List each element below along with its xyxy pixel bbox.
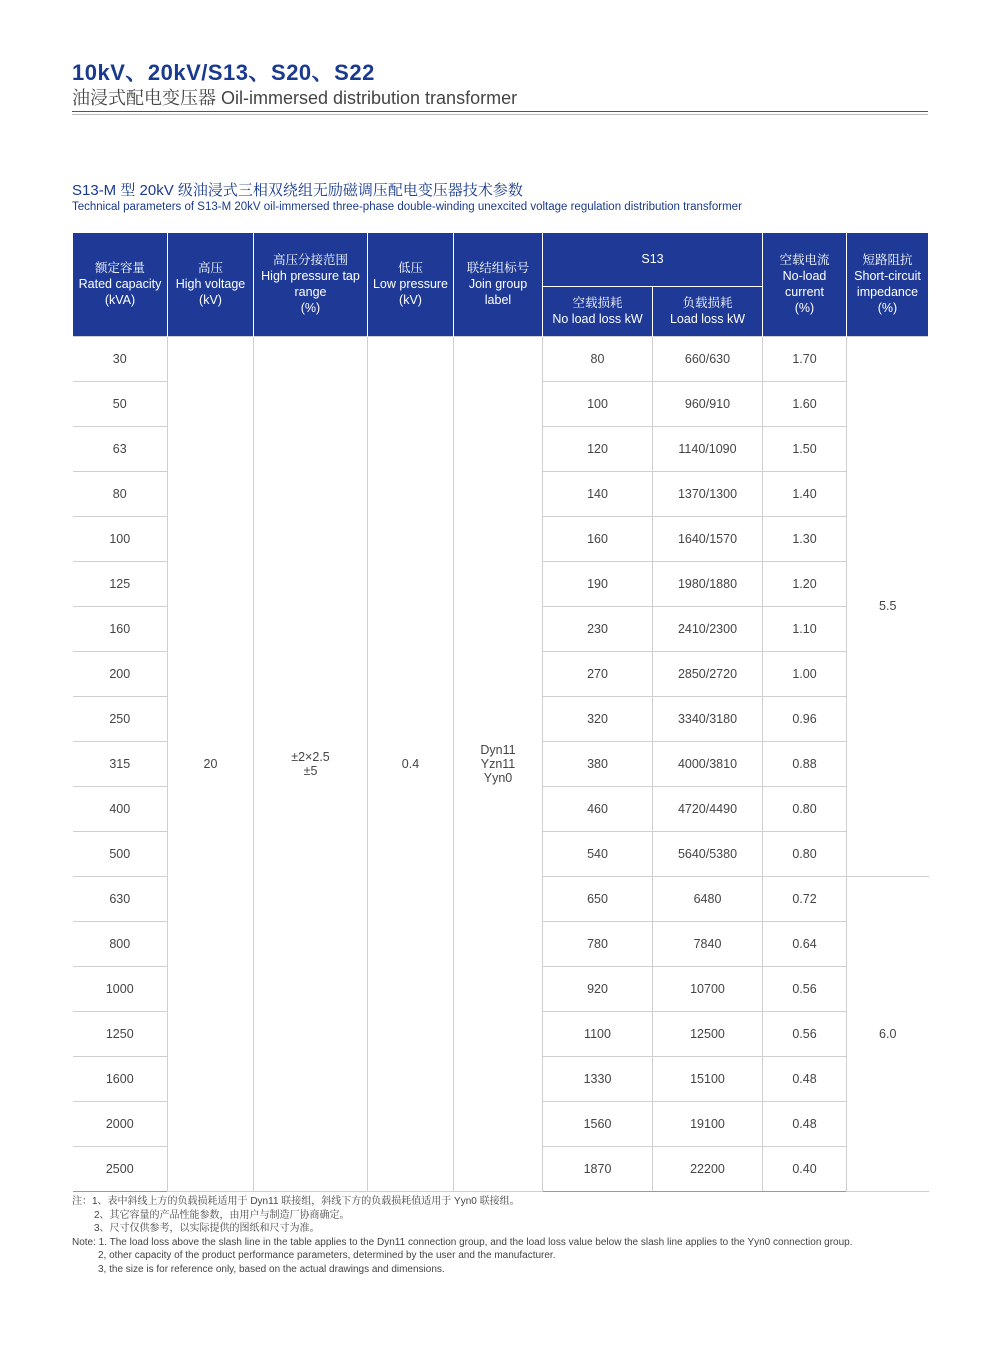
cell-tap-range: ±2×2.5 ±5 <box>254 336 368 1191</box>
cell-noload-current: 0.48 <box>763 1101 847 1146</box>
cell-noload-current: 1.00 <box>763 651 847 696</box>
table-body <box>73 336 929 1191</box>
cell-noload-current: 0.88 <box>763 741 847 786</box>
cell-noload-current: 0.56 <box>763 966 847 1011</box>
cell-load-loss: 6480 <box>653 876 763 921</box>
header-capacity: 额定容量 Rated capacity (kVA) <box>73 233 168 336</box>
cell-capacity: 250 <box>73 696 168 741</box>
cell-load-loss: 4720/4490 <box>653 786 763 831</box>
cell-noload-current: 1.70 <box>763 336 847 381</box>
cell-noload-current: 0.96 <box>763 696 847 741</box>
cell-noload-current: 1.30 <box>763 516 847 561</box>
table-header <box>73 233 929 336</box>
cell-noload-loss: 120 <box>543 426 653 471</box>
cell-impedance: 5.5 <box>847 336 929 876</box>
cell-capacity: 200 <box>73 651 168 696</box>
cell-noload-current: 1.40 <box>763 471 847 516</box>
cell-noload-loss: 780 <box>543 921 653 966</box>
cell-noload-current: 0.56 <box>763 1011 847 1056</box>
cell-capacity: 50 <box>73 381 168 426</box>
cell-noload-loss: 1330 <box>543 1056 653 1101</box>
cell-noload-current: 0.64 <box>763 921 847 966</box>
cell-load-loss: 1980/1880 <box>653 561 763 606</box>
table-title: S13-M 型 20kV 级油浸式三相双绕组无励磁调压配电变压器技术参数 <box>72 182 523 199</box>
cell-load-loss: 4000/3810 <box>653 741 763 786</box>
cell-low-voltage: 0.4 <box>368 336 454 1191</box>
cell-noload-current: 0.40 <box>763 1146 847 1191</box>
table-subtitle: Technical parameters of S13-M 20kV oil-immersed three-phase double-winding unexcited voltage regulation distribution transformer <box>72 201 742 213</box>
cell-noload-loss: 230 <box>543 606 653 651</box>
cell-noload-loss: 140 <box>543 471 653 516</box>
cell-load-loss: 12500 <box>653 1011 763 1056</box>
cell-capacity: 1000 <box>73 966 168 1011</box>
cell-impedance: 6.0 <box>847 876 929 1191</box>
cell-load-loss: 2410/2300 <box>653 606 763 651</box>
cell-noload-current: 0.48 <box>763 1056 847 1101</box>
note-zh-3: 3、尺寸仅供参考，以实际提供的图纸和尺寸为准。 <box>94 1223 320 1234</box>
header-divider-secondary <box>72 114 928 115</box>
cell-noload-loss: 80 <box>543 336 653 381</box>
cell-capacity: 630 <box>73 876 168 921</box>
note-en-1: Note: 1. The load loss above the slash line in the table applies to the Dyn11 connection group, and the load loss value below the slash line applies to the Yyn0 connection group. <box>72 1236 853 1248</box>
cell-capacity: 100 <box>73 516 168 561</box>
cell-capacity: 1600 <box>73 1056 168 1101</box>
cell-join-group: Dyn11 Yzn11 Yyn0 <box>454 336 543 1191</box>
cell-capacity: 2500 <box>73 1146 168 1191</box>
cell-capacity: 2000 <box>73 1101 168 1146</box>
page-subtitle: 油浸式配电变压器 Oil-immersed distribution transformer <box>72 88 518 108</box>
cell-capacity: 160 <box>73 606 168 651</box>
table-row <box>73 336 929 381</box>
cell-capacity: 800 <box>73 921 168 966</box>
cell-noload-loss: 1560 <box>543 1101 653 1146</box>
cell-noload-loss: 920 <box>543 966 653 1011</box>
note-en-2: 2, other capacity of the product performance parameters, determined by the user and the manufacturer. <box>98 1250 556 1261</box>
cell-high-voltage: 20 <box>168 336 254 1191</box>
cell-load-loss: 960/910 <box>653 381 763 426</box>
cell-noload-loss: 270 <box>543 651 653 696</box>
header-low-voltage: 低压 Low pressure (kV) <box>368 233 454 336</box>
header-join-group: 联结组标号 Join group label <box>454 233 543 336</box>
cell-noload-loss: 320 <box>543 696 653 741</box>
header-tap-range: 高压分接范围 High pressure tap range (%) <box>254 233 368 336</box>
cell-capacity: 1250 <box>73 1011 168 1056</box>
note-en-3: 3, the size is for reference only, based on the actual drawings and dimensions. <box>98 1263 445 1275</box>
cell-noload-loss: 1870 <box>543 1146 653 1191</box>
header-divider <box>72 111 928 112</box>
cell-load-loss: 1140/1090 <box>653 426 763 471</box>
cell-noload-current: 1.60 <box>763 381 847 426</box>
cell-load-loss: 1640/1570 <box>653 516 763 561</box>
spec-table <box>72 233 929 1192</box>
cell-noload-current: 1.50 <box>763 426 847 471</box>
notes <box>72 1195 853 1276</box>
cell-noload-current: 1.20 <box>763 561 847 606</box>
cell-capacity: 63 <box>73 426 168 471</box>
cell-noload-current: 0.80 <box>763 831 847 876</box>
cell-noload-current: 0.80 <box>763 786 847 831</box>
header-noload-loss: 空载损耗 No load loss kW <box>543 286 653 336</box>
cell-noload-loss: 100 <box>543 381 653 426</box>
cell-capacity: 125 <box>73 561 168 606</box>
cell-noload-current: 0.72 <box>763 876 847 921</box>
cell-load-loss: 15100 <box>653 1056 763 1101</box>
cell-load-loss: 22200 <box>653 1146 763 1191</box>
cell-noload-loss: 380 <box>543 741 653 786</box>
header-high-voltage: 高压 High voltage (kV) <box>168 233 254 336</box>
cell-load-loss: 3340/3180 <box>653 696 763 741</box>
cell-noload-loss: 540 <box>543 831 653 876</box>
cell-noload-loss: 160 <box>543 516 653 561</box>
cell-capacity: 315 <box>73 741 168 786</box>
cell-capacity: 80 <box>73 471 168 516</box>
cell-load-loss: 1370/1300 <box>653 471 763 516</box>
cell-noload-loss: 190 <box>543 561 653 606</box>
note-zh-1: 注：1、表中斜线上方的负载损耗适用于 Dyn11 联接组，斜线下方的负载损耗值适用于 Yyn0 联接组。 <box>72 1196 520 1207</box>
header-impedance: 短路阻抗 Short-circuit impedance (%) <box>847 233 929 336</box>
cell-load-loss: 10700 <box>653 966 763 1011</box>
header-load-loss: 负载损耗 Load loss kW <box>653 286 763 336</box>
cell-load-loss: 660/630 <box>653 336 763 381</box>
cell-noload-current: 1.10 <box>763 606 847 651</box>
page-title: 10kV、20kV/S13、S20、S22 <box>72 60 375 85</box>
cell-noload-loss: 1100 <box>543 1011 653 1056</box>
cell-load-loss: 2850/2720 <box>653 651 763 696</box>
cell-noload-loss: 460 <box>543 786 653 831</box>
cell-noload-loss: 650 <box>543 876 653 921</box>
cell-capacity: 30 <box>73 336 168 381</box>
cell-capacity: 500 <box>73 831 168 876</box>
header-s13: S13 <box>543 233 763 286</box>
header-noload-current: 空载电流 No-load current (%) <box>763 233 847 336</box>
cell-load-loss: 5640/5380 <box>653 831 763 876</box>
cell-load-loss: 7840 <box>653 921 763 966</box>
note-zh-2: 2、其它容量的产品性能参数，由用户与制造厂协商确定。 <box>94 1209 350 1221</box>
cell-load-loss: 19100 <box>653 1101 763 1146</box>
cell-capacity: 400 <box>73 786 168 831</box>
